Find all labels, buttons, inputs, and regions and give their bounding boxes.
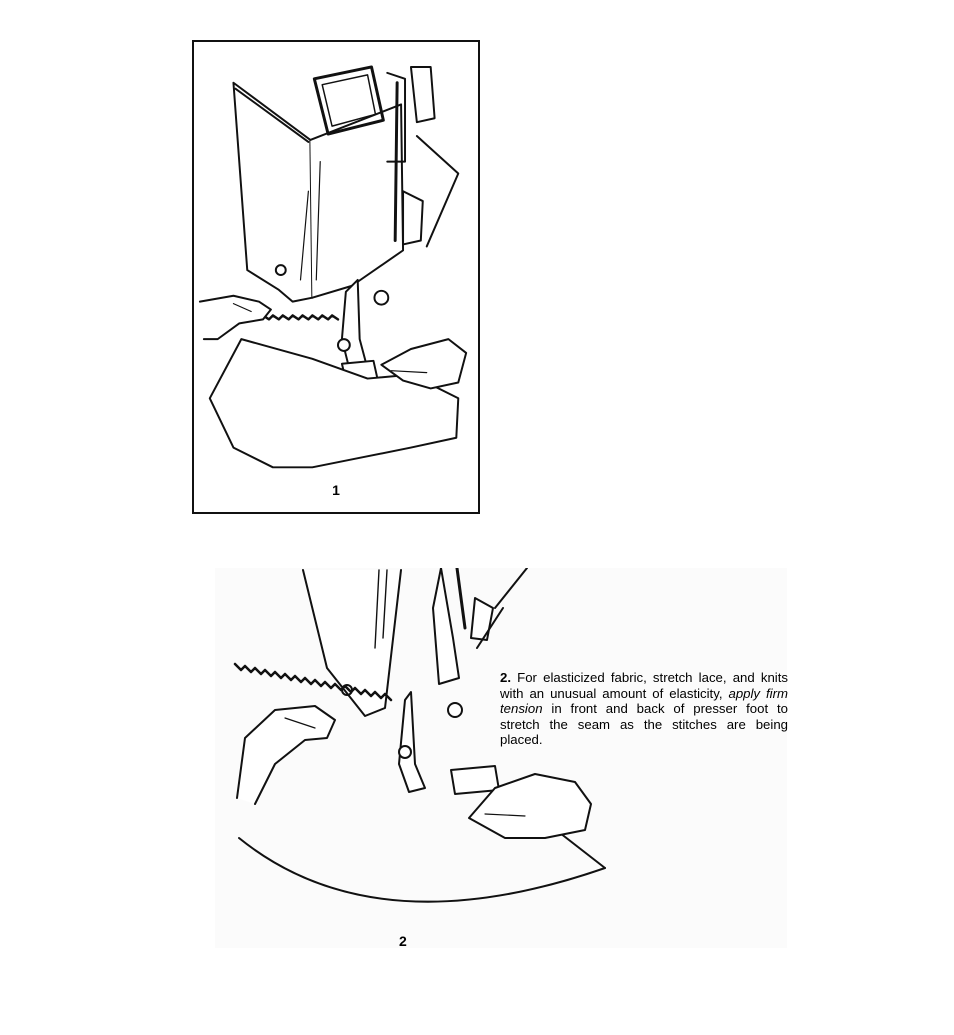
figure-2-number: 2: [399, 933, 407, 949]
step-text-before: For elasticized fabric, stretch lace, and knits with an unusual amount of elasticity,: [500, 670, 788, 701]
figure-2: [215, 568, 787, 948]
step-emphasis: apply firm tension: [500, 685, 788, 717]
sewing-machine-illustration-1: [194, 42, 478, 512]
step-text-after: in front and back of presser foot to stretch the seam as the stitches are being placed.: [500, 701, 788, 748]
step-2-instructions: [500, 670, 788, 748]
figure-1: [192, 40, 480, 514]
figure-1-number: 1: [332, 482, 340, 498]
sewing-machine-illustration-2: [215, 568, 787, 948]
step-number: 2.: [500, 670, 511, 685]
